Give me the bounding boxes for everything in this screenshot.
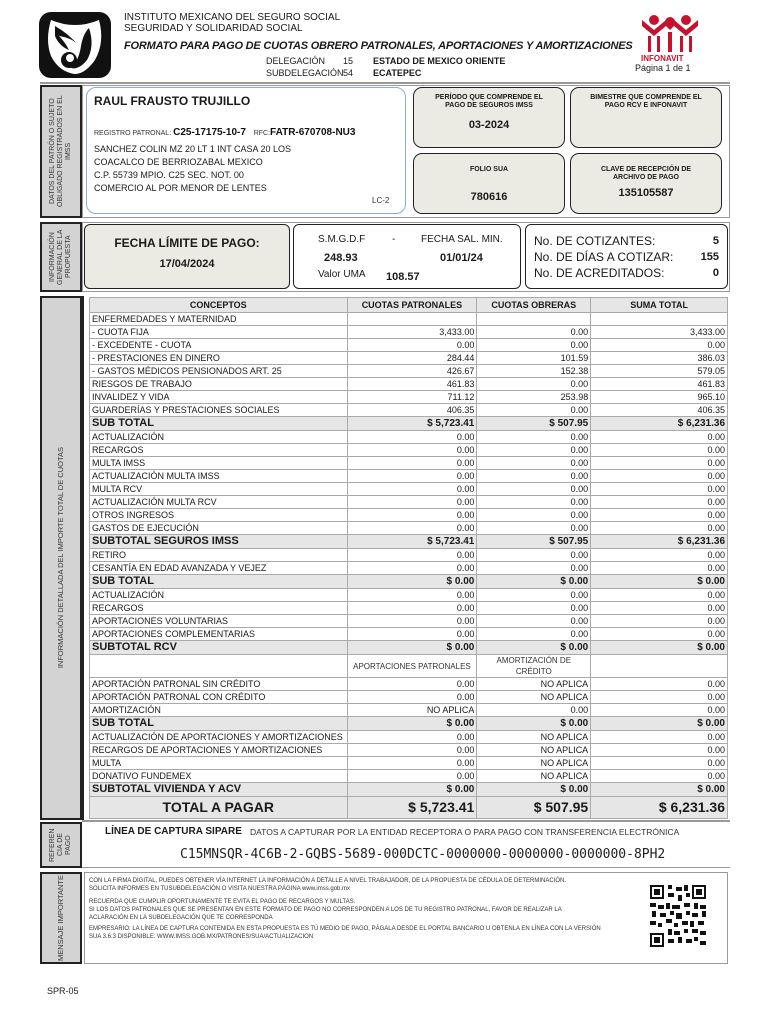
obrera-cell: NO APLICA [477,757,591,770]
patronal-cell [347,313,477,326]
concepto-cell: APORTACIÓN PATRONAL SIN CRÉDITO [90,678,348,691]
patronal-cell: 0.00 [347,483,477,496]
address-line1: SANCHEZ COLIN MZ 20 LT 1 INT CASA 20 LOS [94,144,292,154]
patronal-cell: 0.00 [347,678,477,691]
obrera-cell: 0.00 [477,562,591,575]
total-cell: 0.00 [591,431,728,444]
concepto-cell: SUB TOTAL [90,717,348,731]
bimestre-title: BIMESTRE QUE COMPRENDE EL PAGO RCV E INFONAVIT [590,94,702,109]
patronal-cell: $ 5,723.41 [347,535,477,549]
salario-box [293,224,521,289]
total-cell: 0.00 [591,731,728,744]
patronal-cell: 0.00 [347,628,477,641]
clave-title: CLAVE DE RECEPCIÓN DE ARCHIVO DE PAGO [600,166,692,181]
concepto-cell: MULTA IMSS [90,457,348,470]
total-cell: 0.00 [591,444,728,457]
obrera-cell: 253.98 [477,391,591,404]
patronal-cell: 0.00 [347,602,477,615]
obrera-cell: 0.00 [477,470,591,483]
patronal-cell: $ 5,723.41 [347,797,477,819]
concepto-cell: - CUOTA FIJA [90,326,348,339]
side-label-patron-text: DATOS DEL PATRÓN O SUJETO OBLIGADO REGISTRADOS EN EL IMSS [49,95,72,208]
rfc-value: FATR-670708-NU3 [270,127,356,138]
acreditados-value: 0 [712,267,719,279]
side-label-detalle [40,296,82,820]
delegacion-label: DELEGACIÓN [266,56,326,66]
captura-title: LÍNEA DE CAPTURA SIPARE [105,826,242,837]
subtotal-row [90,641,728,655]
imss-eagle-icon [39,12,111,78]
patronal-cell: 711.12 [347,391,477,404]
mensaje-p3 [89,925,601,941]
obrera-cell: 0.00 [477,339,591,352]
obrera-cell: 0.00 [477,549,591,562]
total-cell: 0.00 [591,483,728,496]
table-row [90,589,728,602]
form-code: SPR-05 [47,986,79,996]
table-row [90,326,728,339]
table-row [90,628,728,641]
subtotal-row [90,535,728,549]
obrera-cell: 0.00 [477,483,591,496]
side-label-general-text: INFORMACIÓN GENERAL DE LA PROPUESTA [49,229,72,285]
concepto-cell: - EXCEDENTE - CUOTA [90,339,348,352]
obrera-cell: 0.00 [477,602,591,615]
delegation-info [266,55,505,79]
concepto-cell: AMORTIZACIÓN [90,704,348,717]
imss-logo [39,12,111,78]
total-cell: 0.00 [591,678,728,691]
table-header-row [90,298,728,313]
table-row [90,444,728,457]
subheader-row [90,655,728,678]
subtotal-row [90,575,728,589]
table-row [90,757,728,770]
side-label-detalle-text: INFORMACIÓN DETALLADA DEL IMPORTE TOTAL DE CUOTAS [56,447,65,669]
obrera-cell: 152.38 [477,365,591,378]
patron-name: RAUL FRAUSTO TRUJILLO [94,94,251,108]
concepto-cell: RECARGOS DE APORTACIONES Y AMORTIZACIONES [90,744,348,757]
folio-value: 780616 [470,191,508,203]
total-cell: 0.00 [591,549,728,562]
cotizantes-value: 5 [712,235,719,247]
table-row [90,562,728,575]
fecha-limite-box [84,224,290,289]
table-row [90,615,728,628]
total-cell: 0.00 [591,602,728,615]
subtotal-row [90,417,728,431]
mensaje-p2-line1: RECUERDA QUE CUMPLIR OPORTUNAMENTE TE EVITA EL PAGO DE RECARGOS Y MULTAS. [89,899,356,905]
concepto-cell: DONATIVO FUNDEMEX [90,770,348,783]
obrera-cell: 0.00 [477,404,591,417]
mensaje-p1-line2: SOLICITA INFORMES EN TUSUBDELEGACIÓN O VISITA NUESTRA PÁGINA www.imss.gob.mx [89,886,351,892]
side-label-referencia [40,822,82,868]
concepto-cell: - PRESTACIONES EN DINERO [90,352,348,365]
total-cell: 0.00 [591,496,728,509]
address-line2: COACALCO DE BERRIOZABAL MEXICO [94,157,263,167]
total-cell: 0.00 [591,457,728,470]
mensaje-p1 [89,877,566,893]
cotizantes-label: No. DE COTIZANTES: [534,234,656,248]
obrera-cell: NO APLICA [477,731,591,744]
total-cell: 0.00 [591,691,728,704]
patronal-cell: 0.00 [347,770,477,783]
registro-label: REGISTRO PATRONAL: [94,130,172,137]
patronal-cell: 0.00 [347,496,477,509]
obrera-cell: $ 0.00 [477,783,591,797]
concepto-cell: APORTACIONES VOLUNTARIAS [90,615,348,628]
subdelegacion-name: ECATEPEC [373,68,422,78]
total-cell: 3,433.00 [591,326,728,339]
institution-line2: SEGURIDAD Y SOLIDARIDAD SOCIAL [124,23,303,34]
patronal-cell: 0.00 [347,562,477,575]
fecha-limite-value: 17/04/2024 [159,258,215,270]
table-row [90,339,728,352]
total-cell: 0.00 [591,470,728,483]
obrera-cell: 0.00 [477,589,591,602]
uma-label: Valor UMA [318,269,366,280]
table-row [90,602,728,615]
obrera-cell: 0.00 [477,615,591,628]
smgdf-value: 248.93 [324,252,358,264]
patronal-cell: 0.00 [347,444,477,457]
patronal-cell: 0.00 [347,549,477,562]
table-row [90,731,728,744]
concepto-cell: CESANTÍA EN EDAD AVANZADA Y VEJEZ [90,562,348,575]
side-label-referencia-text: REFEREN CIA DE PAGO [49,828,72,862]
institution-line1: INSTITUTO MEXICANO DEL SEGURO SOCIAL [124,12,341,23]
dias-label: No. DE DÍAS A COTIZAR: [534,250,674,264]
concepto-cell: TOTAL A PAGAR [90,797,348,819]
obrera-cell: $ 507.95 [477,417,591,431]
concepto-cell: SUBTOTAL SEGUROS IMSS [90,535,348,549]
uma-value: 108.57 [386,271,420,283]
concepto-cell: ACTUALIZACIÓN DE APORTACIONES Y AMORTIZACIONES [90,731,348,744]
table-row [90,770,728,783]
infonavit-people-icon [640,14,700,54]
table-row [90,313,728,326]
concepto-cell: GUARDERÍAS Y PRESTACIONES SOCIALES [90,404,348,417]
dias-row [526,249,727,265]
obrera-cell: 0.00 [477,704,591,717]
table-row [90,391,728,404]
header-divider [40,82,730,84]
patronal-cell: 0.00 [347,522,477,535]
total-cell: 0.00 [591,522,728,535]
concepto-cell: INVALIDEZ Y VIDA [90,391,348,404]
patronal-cell: $ 5,723.41 [347,417,477,431]
delegacion-name: ESTADO DE MEXICO ORIENTE [373,56,506,66]
header-suma-total: SUMA TOTAL [591,298,728,313]
total-cell: 965.10 [591,391,728,404]
obrera-cell: 0.00 [477,522,591,535]
table-row [90,404,728,417]
concepto-cell: RECARGOS [90,444,348,457]
obrera-cell: $ 507.95 [477,797,591,819]
patronal-cell: $ 0.00 [347,717,477,731]
patronal-cell: 284.44 [347,352,477,365]
smgdf-label: S.M.G.D.F [318,234,366,245]
concepto-cell: OTROS INGRESOS [90,509,348,522]
acreditados-label: No. DE ACREDITADOS: [534,266,665,280]
table-row [90,378,728,391]
address-line3: C.P. 55739 MPIO. C25 SEC. NOT. 00 [94,170,244,180]
periodo-value: 03-2024 [468,119,510,131]
mensaje-p3-line2: SUA 3.6.3 DISPONIBLE: WWW.IMSS.GOB.MX/PATRONES/SUA/ACTUALIZACION [89,934,314,940]
form-title: FORMATO PARA PAGO DE CUOTAS OBRERO PATRONALES, APORTACIONES Y AMORTIZACIONES [124,40,633,52]
obrera-cell [477,313,591,326]
concepto-cell: ACTUALIZACIÓN MULTA RCV [90,496,348,509]
mensaje-p1-line1: CON LA FIRMA DIGITAL, PUEDES OBTENER VÍA INTERNET LA INFORMACIÓN A DETALLE A NIVEL TRABAJADOR, DE LA PROPUESTA DE CÉDULA DE DETERMINACIÓN. [89,878,567,884]
obrera-cell: 0.00 [477,326,591,339]
mensaje-p2-line2: SI LOS DATOS PATRONALES QUE SE PRESENTAN EN ESTE FORMATO DE PAGO NO CORRESPONDEN A LOS DE TU REGISTRO PATRONAL, FAVOR DE REALIZAR LA [89,907,562,913]
patronal-cell: 0.00 [347,339,477,352]
total-cell: 386.03 [591,352,728,365]
table-row [90,509,728,522]
patronal-cell: APORTACIONES PATRONALES [347,655,477,678]
concepto-cell: ENFERMEDADES Y MATERNIDAD [90,313,348,326]
total-cell: 0.00 [591,589,728,602]
fecha-limite-label: FECHA LÍMITE DE PAGO: [114,236,260,250]
concepto-cell: SUBTOTAL RCV [90,641,348,655]
obrera-cell: 101.59 [477,352,591,365]
total-cell: 0.00 [591,562,728,575]
obrera-cell: 0.00 [477,509,591,522]
concepto-cell [90,655,348,678]
table-row [90,483,728,496]
table-row [90,457,728,470]
obrera-cell: $ 0.00 [477,717,591,731]
table-row [90,365,728,378]
total-cell: 0.00 [591,770,728,783]
patronal-cell: 0.00 [347,431,477,444]
table-row [90,549,728,562]
table-row [90,522,728,535]
total-cell: $ 0.00 [591,717,728,731]
obrera-cell: AMORTIZACIÓN DE CRÉDITO [477,655,591,678]
concepto-cell: SUB TOTAL [90,417,348,431]
patronal-cell: 0.00 [347,731,477,744]
periodo-title: PERÍODO QUE COMPRENDE EL PAGO DE SEGUROS IMSS [435,94,543,109]
subtotal-row [90,717,728,731]
concepto-cell: RECARGOS [90,602,348,615]
patronal-cell: NO APLICA [347,704,477,717]
obrera-cell: 0.00 [477,431,591,444]
table-row [90,744,728,757]
obrera-cell: 0.00 [477,378,591,391]
subdelegacion-num: 54 [343,68,354,78]
patronal-cell: 0.00 [347,589,477,602]
obrera-cell: 0.00 [477,496,591,509]
institution-name [124,12,340,34]
patronal-cell: 0.00 [347,691,477,704]
table-row [90,691,728,704]
table-row [90,470,728,483]
concepto-cell: APORTACIÓN PATRONAL CON CRÉDITO [90,691,348,704]
obrera-cell: $ 0.00 [477,575,591,589]
obrera-cell: NO APLICA [477,770,591,783]
concepto-cell: APORTACIONES COMPLEMENTARIAS [90,628,348,641]
clave-box [570,153,722,214]
patronal-cell: 0.00 [347,509,477,522]
total-cell [591,313,728,326]
concepto-cell: GASTOS DE EJECUCIÓN [90,522,348,535]
obrera-cell: NO APLICA [477,678,591,691]
total-cell [591,655,728,678]
folio-box [413,153,565,214]
infonavit-brand: INFONAVIT [641,54,684,63]
concepto-cell: - GASTOS MÉDICOS PENSIONADOS ART. 25 [90,365,348,378]
patronal-cell: 3,433.00 [347,326,477,339]
mensaje-p2 [89,898,562,922]
fecha-sal-value: 01/01/24 [440,252,483,264]
patronal-cell: 406.35 [347,404,477,417]
table-row [90,431,728,444]
folio-title: FOLIO SUA [469,166,509,173]
total-cell: 0.00 [591,339,728,352]
side-label-mensaje-text: MENSAJE IMPORTANTE [56,875,65,961]
concepto-cell: ACTUALIZACIÓN [90,589,348,602]
business-activity: COMERCIO AL POR MENOR DE LENTES [94,183,267,193]
mensaje-p2-line3: ACLARACIÓN EN LA SUBDELEGACIÓN QUE TE CORRESPONDA [89,915,273,921]
delegacion-num: 15 [343,56,354,66]
subdelegacion-label: SUBDELEGACIÓN [266,68,344,78]
side-label-mensaje [40,872,82,964]
dias-value: 155 [700,251,719,263]
total-cell: $ 6,231.36 [591,417,728,431]
patronal-cell: 426.67 [347,365,477,378]
obrera-cell: NO APLICA [477,744,591,757]
qr-code [650,885,706,947]
registro-patronal: C25-17175-10-7 [173,127,246,138]
concepto-cell: MULTA RCV [90,483,348,496]
header-conceptos: CONCEPTOS [90,298,348,313]
patronal-cell: 0.00 [347,757,477,770]
obrera-cell: 0.00 [477,628,591,641]
registro-line [94,127,355,138]
total-cell: 0.00 [591,615,728,628]
patronal-cell: 0.00 [347,470,477,483]
concepto-cell: MULTA [90,757,348,770]
patronal-cell: 0.00 [347,457,477,470]
side-label-patron [40,85,82,218]
lc-code: LC-2 [372,196,390,205]
obrera-cell: NO APLICA [477,691,591,704]
dash: - [392,234,396,245]
concepto-cell: SUB TOTAL [90,575,348,589]
patronal-cell: $ 0.00 [347,575,477,589]
obrera-cell: 0.00 [477,457,591,470]
captura-description: DATOS A CAPTURAR POR LA ENTIDAD RECEPTORA O PARA PAGO CON TRANSFERENCIA ELECTRÓNICA [250,827,680,837]
total-cell: 579.05 [591,365,728,378]
total-cell: 406.35 [591,404,728,417]
captura-code[interactable]: C15MNSQR-4C6B-2-GQBS-5689-000DCTC-0000000-0000000-0000000-8PH2 [180,847,666,862]
fecha-sal-label: FECHA SAL. MIN. [421,234,503,245]
total-cell: 0.00 [591,509,728,522]
table-row [90,678,728,691]
page-number: Página 1 de 1 [635,63,691,73]
patronal-cell: 0.00 [347,744,477,757]
obrera-cell: $ 0.00 [477,641,591,655]
periodo-box [413,87,565,148]
concepto-cell: SUBTOTAL VIVIENDA Y ACV [90,783,348,797]
total-cell: 0.00 [591,704,728,717]
total-cell: $ 0.00 [591,783,728,797]
total-cell: 0.00 [591,628,728,641]
mensaje-p3-line1: EMPRESARIO: LA LÍNEA DE CAPTURA CONTENIDA EN ESTA PROPUESTA ES TÚ MEDIO DE PAGO, PÁGALA DESDE EL PORTAL BANCARIO U OBTENLA EN LÍNEA CON LA VERSIÓN [89,926,601,932]
rfc-label: RFC: [253,130,271,137]
obrera-cell: 0.00 [477,444,591,457]
concepto-cell: RETIRO [90,549,348,562]
clave-value: 135105587 [618,187,674,199]
total-cell: 461.83 [591,378,728,391]
qr-code-icon [650,885,706,947]
concepto-cell: ACTUALIZACIÓN MULTA IMSS [90,470,348,483]
total-cell: 0.00 [591,744,728,757]
patronal-cell: $ 0.00 [347,783,477,797]
table-row [90,496,728,509]
concepto-cell: ACTUALIZACIÓN [90,431,348,444]
patron-address [94,143,291,195]
patronal-cell: 0.00 [347,615,477,628]
side-label-general [40,222,82,292]
total-cell: $ 0.00 [591,575,728,589]
subtotal-row [90,783,728,797]
header-cuotas-obreras: CUOTAS OBRERAS [477,298,591,313]
total-cell: $ 6,231.36 [591,797,728,819]
table-row [90,352,728,365]
total-cell: $ 6,231.36 [591,535,728,549]
table-row [90,704,728,717]
cotizantes-box [525,224,728,289]
total-row [90,797,728,819]
obrera-cell: $ 507.95 [477,535,591,549]
header-cuotas-patronales: CUOTAS PATRONALES [347,298,477,313]
total-cell: 0.00 [591,757,728,770]
total-cell: $ 0.00 [591,641,728,655]
infonavit-logo [640,14,700,54]
acreditados-row [526,265,727,281]
concepts-table [89,297,728,819]
patronal-cell: $ 0.00 [347,641,477,655]
bimestre-box [570,87,722,148]
concepto-cell: RIESGOS DE TRABAJO [90,378,348,391]
cotizantes-row [526,233,727,249]
patronal-cell: 461.83 [347,378,477,391]
